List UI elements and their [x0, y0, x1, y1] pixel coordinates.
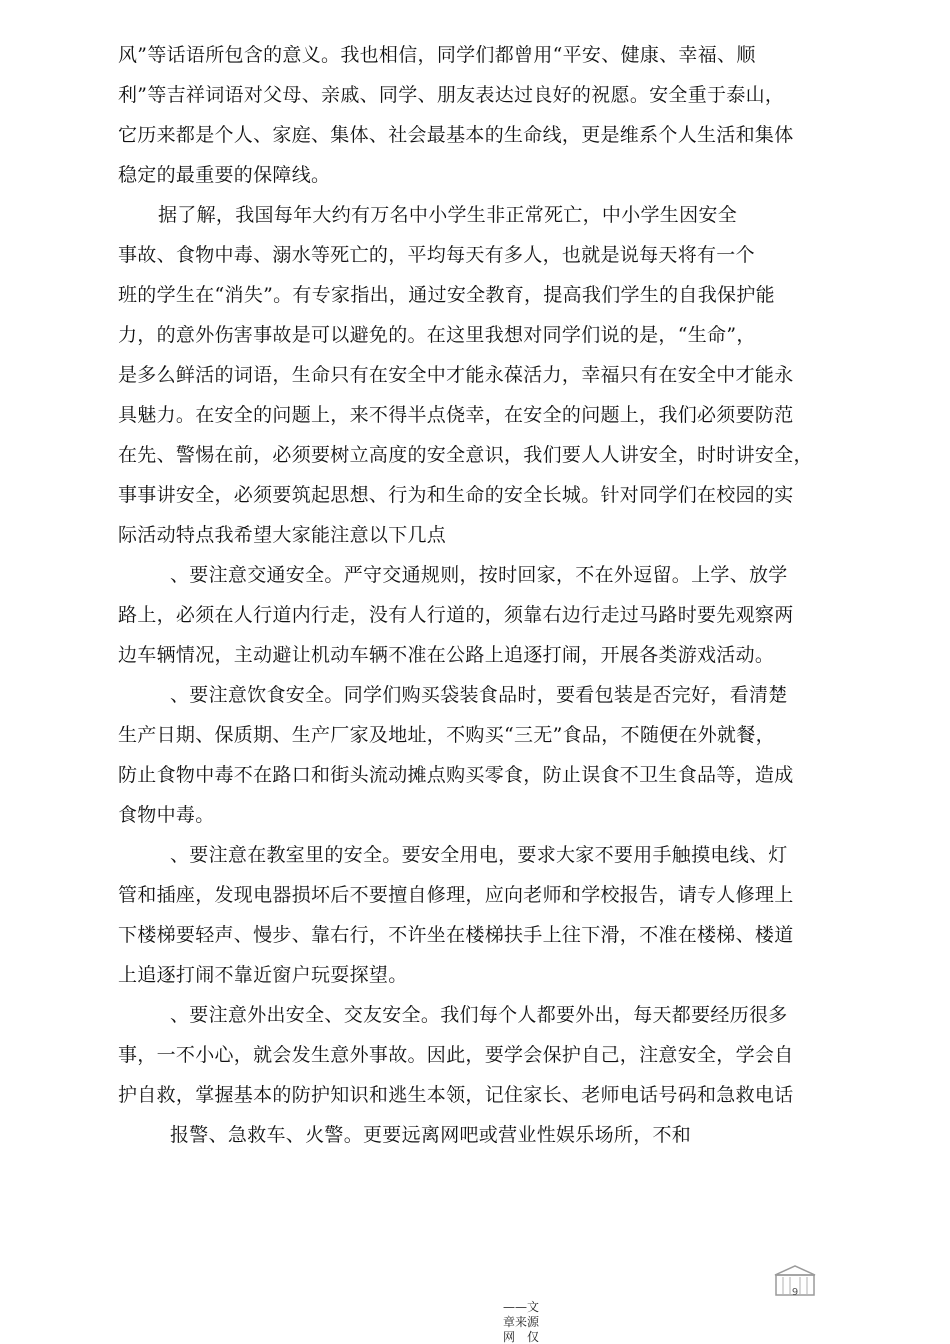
footer-line: 章来源 — [503, 1315, 540, 1329]
paragraph-start-line: 、要注意在教室里的安全。要安全用电，要求大家不要用手触摸电线、灯 — [170, 844, 788, 866]
svg-text:9: 9 — [791, 1287, 799, 1297]
body-line: 是多么鲜活的词语，生命只有在安全中才能永葆活力，幸福只有在安全中才能永 — [118, 364, 794, 386]
body-line: 防止食物中毒不在路口和街头流动摊点购买零食，防止误食不卫生食品等，造成 — [118, 764, 794, 786]
paragraph-start-line: 、要注意交通安全。严守交通规则，按时回家，不在外逗留。上学、放学 — [170, 564, 788, 586]
body-line: 具魅力。在安全的问题上，来不得半点侥幸，在安全的问题上，我们必须要防范 — [118, 404, 794, 426]
body-line: 食物中毒。 — [118, 804, 215, 826]
paragraph-start-line: 、要注意饮食安全。同学们购买袋装食品时，要看包装是否完好，看清楚 — [170, 684, 788, 706]
body-line: 在先、警惕在前，必须要树立高度的安全意识，我们要人人讲安全，时时讲安全， — [118, 444, 813, 466]
body-line: 际活动特点我希望大家能注意以下几点 — [118, 524, 447, 546]
body-line: 下楼梯要轻声、慢步、靠右行，不许坐在楼梯扶手上往下滑，不准在楼梯、楼道 — [118, 924, 794, 946]
body-line: 风”等话语所包含的意义。我也相信，同学们都曾用“平安、健康、幸福、顺 — [118, 44, 756, 66]
paragraph-start-line: 据了解，我国每年大约有万名中小学生非正常死亡，中小学生因安全 — [158, 204, 738, 226]
body-line: 边车辆情况，主动避让机动车辆不准在公路上追逐打闹，开展各类游戏活动。 — [118, 644, 775, 666]
footer-line: 网 仅 — [503, 1330, 540, 1344]
body-line: 护自救，掌握基本的防护知识和逃生本领，记住家长、老师电话号码和急救电话 — [118, 1084, 794, 1106]
body-line: 路上，必须在人行道内行走，没有人行道的，须靠右边行走过马路时要先观察两 — [118, 604, 794, 626]
body-line: 报警、急救车、火警。更要远离网吧或营业性娱乐场所，不和 — [170, 1124, 692, 1146]
body-line: 事事讲安全，必须要筑起思想、行为和生命的安全长城。针对同学们在校园的实 — [118, 484, 794, 506]
footer-line: ——文 — [503, 1300, 540, 1314]
body-line: 管和插座，发现电器损坏后不要擅自修理，应向老师和学校报告，请专人修理上 — [118, 884, 794, 906]
body-line: 事，一不小心，就会发生意外事故。因此，要学会保护自己，注意安全，学会自 — [118, 1044, 794, 1066]
paragraph-start-line: 、要注意外出安全、交友安全。我们每个人都要外出，每天都要经历很多 — [170, 1004, 788, 1026]
body-line: 力，的意外伤害事故是可以避免的。在这里我想对同学们说的是，“生命”， — [118, 324, 756, 346]
body-line: 稳定的最重要的保障线。 — [118, 164, 331, 186]
body-line: 上追逐打闹不靠近窗户玩耍探望。 — [118, 964, 408, 986]
body-line: 班的学生在“消失”。有专家指出，通过安全教育，提高我们学生的自我保护能 — [118, 284, 775, 306]
building-logo-icon — [771, 1263, 819, 1297]
body-line: 利”等吉祥词语对父母、亲戚、同学、朋友表达过良好的祝愿。安全重于泰山， — [118, 84, 785, 106]
body-line: 事故、食物中毒、溺水等死亡的，平均每天有多人，也就是说每天将有一个 — [118, 244, 755, 266]
body-line: 它历来都是个人、家庭、集体、社会最基本的生命线，更是维系个人生活和集体 — [118, 124, 794, 146]
body-line: 生产日期、保质期、生产厂家及地址，不购买“三无”食品，不随便在外就餐， — [118, 724, 775, 746]
